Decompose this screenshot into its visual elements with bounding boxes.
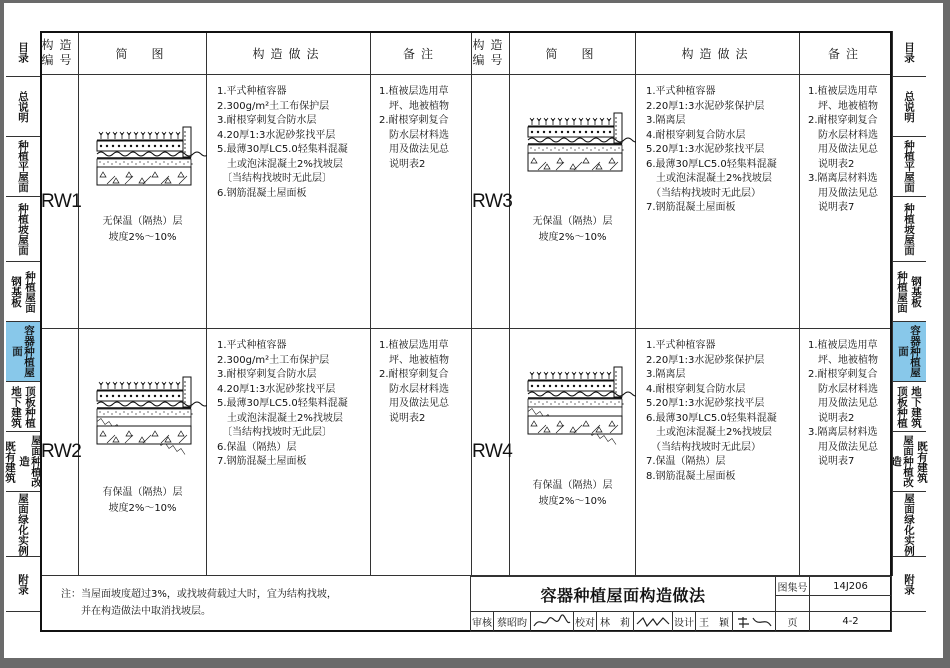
text-line: 1.植被层选用草 — [379, 86, 449, 97]
checker-signature-mark — [635, 614, 671, 630]
text-line: 7.钢筋混凝土屋面板 — [217, 456, 307, 467]
code-rw1: RW1 — [41, 75, 79, 329]
text-line: 坪、地被植物 — [808, 100, 878, 112]
caption-rw3-1: 无保温（隔热）层 — [532, 216, 613, 227]
text-line: 3.隔离层材料选 — [808, 173, 878, 184]
text-line: 4.耐根穿刺复合防水层 — [646, 383, 746, 395]
nav-tab-text: 种植屋面 — [24, 270, 36, 313]
text-line: （当结构找坡时无此层） — [646, 441, 761, 453]
reviewer-signature — [530, 611, 574, 632]
nav-tab-text: 总说明 — [17, 90, 29, 123]
caption-rw3-2: 坡度2%～10% — [538, 232, 607, 243]
designer-signature-mark — [735, 614, 773, 630]
nav-tab-8[interactable] — [892, 492, 926, 557]
text-line: 用及做法见总 — [808, 398, 878, 409]
text-line: 2.300g/m²土工布保护层 — [217, 354, 330, 366]
text-line: 3.隔离层材料选 — [808, 427, 878, 438]
code-rw4: RW4 — [472, 329, 510, 576]
text-line: 1.植被层选用草 — [379, 340, 449, 351]
caption-rw1-2: 坡度2%～10% — [108, 232, 177, 243]
reviewer-name: 蔡昭昀 — [493, 611, 531, 632]
text-line: 防水层材料选 — [808, 129, 878, 141]
text-line: 7.保温（隔热）层 — [646, 456, 726, 467]
text-line: 土或泡沫混凝土2%找坡层 — [217, 158, 343, 170]
checker-name: 林 莉 — [596, 611, 634, 632]
nav-tab-1[interactable] — [892, 77, 926, 137]
text-line: 说明表2 — [379, 412, 426, 424]
nav-tab-text: 屋面种植改造 — [890, 435, 914, 488]
nav-tab-0[interactable] — [892, 29, 926, 77]
text-line: 2.300g/m²土工布保护层 — [217, 100, 330, 112]
text-line: 注：当屋面坡度超过3%，或找坡荷载过大时，宜为结构找坡， — [61, 589, 337, 600]
text-line: 1.植被层选用草 — [808, 86, 878, 97]
text-line: 用及做法见总 — [808, 144, 878, 155]
sheet-border — [40, 31, 892, 632]
text-line: 5.20厚1:3水泥砂浆找平层 — [646, 398, 765, 409]
text-line: 1.植被层选用草 — [808, 340, 878, 351]
text-line: 4.20厚1:3水泥砂浆找平层 — [217, 383, 336, 395]
text-line: 土或泡沫混凝土2%找坡层 — [217, 412, 343, 424]
nav-tab-text: 目录 — [17, 42, 29, 63]
nav-tab-8[interactable] — [6, 492, 40, 557]
nav-tab-4[interactable] — [892, 262, 926, 322]
text-line: 〔当结构找坡时无此层〕 — [217, 173, 332, 184]
caption-rw4-1: 有保温（隔热）层 — [532, 480, 613, 491]
nav-tab-9[interactable] — [892, 557, 926, 612]
text-line: 用及做法见总 — [808, 187, 878, 199]
nav-tab-6[interactable] — [892, 382, 926, 432]
nav-tab-text: 种植坡屋面 — [903, 202, 915, 256]
text-line: 1.平式种植容器 — [217, 86, 287, 97]
text-line: 1.平式种植容器 — [646, 86, 716, 97]
nav-tab-text: 目录 — [903, 42, 915, 63]
nav-tab-text: 既有建筑 — [916, 440, 928, 483]
nav-tab-text: 容器种植屋面 — [11, 325, 35, 378]
nav-tab-0[interactable] — [6, 29, 40, 77]
text-line: 2.耐根穿刺复合 — [379, 115, 449, 126]
text-line: 7.钢筋混凝土屋面板 — [646, 202, 736, 213]
nav-tab-text: 顶板种植 — [896, 385, 908, 428]
text-line: 2.耐根穿刺复合 — [808, 115, 878, 126]
text-line: 说明表7 — [808, 202, 855, 213]
text-line: 土或泡沫混凝土2%找坡层 — [646, 427, 772, 438]
check-label: 校对 — [573, 611, 597, 632]
text-line: 5.20厚1:3水泥砂浆找平层 — [646, 144, 765, 155]
text-line: 3.耐根穿刺复合防水层 — [217, 369, 317, 380]
nav-tab-text: 种植平屋面 — [903, 140, 915, 193]
nav-tab-1[interactable] — [6, 77, 40, 137]
nav-tab-6[interactable] — [6, 382, 40, 432]
text-line: 并在构造做法中取消找坡层。 — [61, 606, 211, 617]
text-line: 防水层材料选 — [379, 129, 449, 141]
caption-rw1-1: 无保温（隔热）层 — [102, 216, 183, 227]
left-nav — [6, 29, 40, 632]
nav-tab-2[interactable] — [6, 137, 40, 197]
text-line: 说明表7 — [808, 456, 855, 467]
right-nav — [892, 29, 926, 632]
nav-tab-text: 既有建筑 — [4, 440, 16, 483]
text-line: 〔当结构找坡时无此层〕 — [217, 427, 332, 438]
text-line: 2.20厚1:3水泥砂浆保护层 — [646, 100, 765, 112]
blank-cell-2 — [809, 595, 892, 612]
header-notes-left: 备注 — [371, 32, 472, 75]
reviewer-signature-mark — [532, 614, 572, 630]
text-line: 3.耐根穿刺复合防水层 — [217, 115, 317, 126]
text-line: 2.耐根穿刺复合 — [808, 369, 878, 380]
nav-tab-text: 顶板种植 — [24, 385, 36, 428]
nav-tab-3[interactable] — [892, 197, 926, 262]
text-line: 6.钢筋混凝土屋面板 — [217, 187, 307, 199]
text-line: 8.钢筋混凝土屋面板 — [646, 470, 736, 482]
nav-tab-7[interactable] — [6, 432, 40, 492]
nav-tab-text: 种植屋面 — [896, 270, 908, 313]
caption-rw2-2: 坡度2%～10% — [108, 503, 177, 514]
header-sketch-left: 简 图 — [79, 32, 207, 75]
text-line: 说明表2 — [808, 158, 855, 170]
text-line: 6.保温（隔热）层 — [217, 441, 297, 453]
text-line: 坪、地被植物 — [379, 354, 449, 366]
nav-tab-text: 屋面绿化实例 — [17, 492, 29, 556]
code-rw3: RW3 — [472, 75, 510, 329]
text-line: 6.最薄30厚LC5.0轻集料混凝 — [646, 158, 777, 170]
nav-tab-7[interactable] — [892, 432, 926, 492]
header-method-right: 构造做法 — [636, 32, 800, 75]
text-line: 土或泡沫混凝土2%找坡层 — [646, 173, 772, 184]
text-line: 2.20厚1:3水泥砂浆保护层 — [646, 354, 765, 366]
text-line: 4.20厚1:3水泥砂浆找平层 — [217, 129, 336, 141]
nav-tab-text: 种植平屋面 — [17, 140, 29, 193]
atlas-number: 14J206 — [809, 576, 892, 596]
text-line: 说明表2 — [808, 412, 855, 424]
header-notes-right: 备注 — [800, 32, 893, 75]
text-line: 用及做法见总 — [808, 441, 878, 453]
text-line: 坪、地被植物 — [808, 354, 878, 366]
caption-rw4-2: 坡度2%～10% — [538, 496, 607, 507]
text-line: 防水层材料选 — [808, 383, 878, 395]
nav-tab-text: 钢基板 — [10, 275, 22, 308]
page-number: 4-2 — [809, 611, 892, 632]
header-code-left: 构造 编号 — [41, 32, 79, 75]
nav-tab-3[interactable] — [6, 197, 40, 262]
text-line: 4.耐根穿刺复合防水层 — [646, 129, 746, 141]
text-line: 用及做法见总 — [379, 398, 449, 409]
page-label: 页 — [775, 611, 810, 632]
text-line: 6.最薄30厚LC5.0轻集料混凝 — [646, 412, 777, 424]
nav-tab-2[interactable] — [892, 137, 926, 197]
sheet-title: 容器种植屋面构造做法 — [470, 576, 776, 612]
text-line: 用及做法见总 — [379, 144, 449, 155]
blank-cell — [775, 595, 810, 612]
nav-tab-5[interactable] — [892, 322, 926, 382]
text-line: 1.平式种植容器 — [217, 340, 287, 351]
text-line: （当结构找坡时无此层） — [646, 187, 761, 199]
text-line: 防水层材料选 — [379, 383, 449, 395]
nav-tab-text: 总说明 — [903, 90, 915, 123]
checker-signature — [633, 611, 673, 632]
nav-tab-text: 钢基板 — [910, 275, 922, 308]
footer-note — [41, 578, 471, 631]
nav-tab-9[interactable] — [6, 557, 40, 612]
text-line: 5.最薄30厚LC5.0轻集料混凝 — [217, 144, 348, 155]
nav-tab-text: 种植坡屋面 — [17, 202, 29, 256]
atlas-label: 图集号 — [775, 576, 810, 596]
designer-name: 王 颖 — [695, 611, 733, 632]
title-block — [470, 576, 892, 632]
designer-signature — [732, 611, 776, 632]
design-label: 设计 — [672, 611, 696, 632]
nav-tab-text: 屋面绿化实例 — [903, 492, 915, 556]
header-sketch-right: 简 图 — [510, 32, 636, 75]
header-code-right: 构造 编号 — [472, 32, 510, 75]
header-method-left: 构造做法 — [207, 32, 371, 75]
nav-tab-5[interactable] — [6, 322, 40, 382]
text-line: 2.耐根穿刺复合 — [379, 369, 449, 380]
nav-tab-text: 屋面种植改造 — [18, 435, 42, 488]
text-line: 说明表2 — [379, 158, 426, 170]
nav-tab-text: 附录 — [17, 573, 29, 595]
text-line: 3.隔离层 — [646, 115, 686, 126]
nav-tab-text: 容器种植屋面 — [897, 325, 921, 378]
text-line: 1.平式种植容器 — [646, 340, 716, 351]
nav-tab-text: 附录 — [903, 573, 915, 595]
nav-tab-4[interactable] — [6, 262, 40, 322]
nav-tab-text: 地下建筑 — [910, 385, 922, 428]
nav-tab-text: 地下建筑 — [10, 385, 22, 428]
text-line: 3.隔离层 — [646, 369, 686, 380]
caption-rw2-1: 有保温（隔热）层 — [102, 487, 183, 498]
review-label: 审核 — [470, 611, 494, 632]
text-line: 5.最薄30厚LC5.0轻集料混凝 — [217, 398, 348, 409]
code-rw2: RW2 — [41, 329, 79, 576]
text-line: 坪、地被植物 — [379, 100, 449, 112]
